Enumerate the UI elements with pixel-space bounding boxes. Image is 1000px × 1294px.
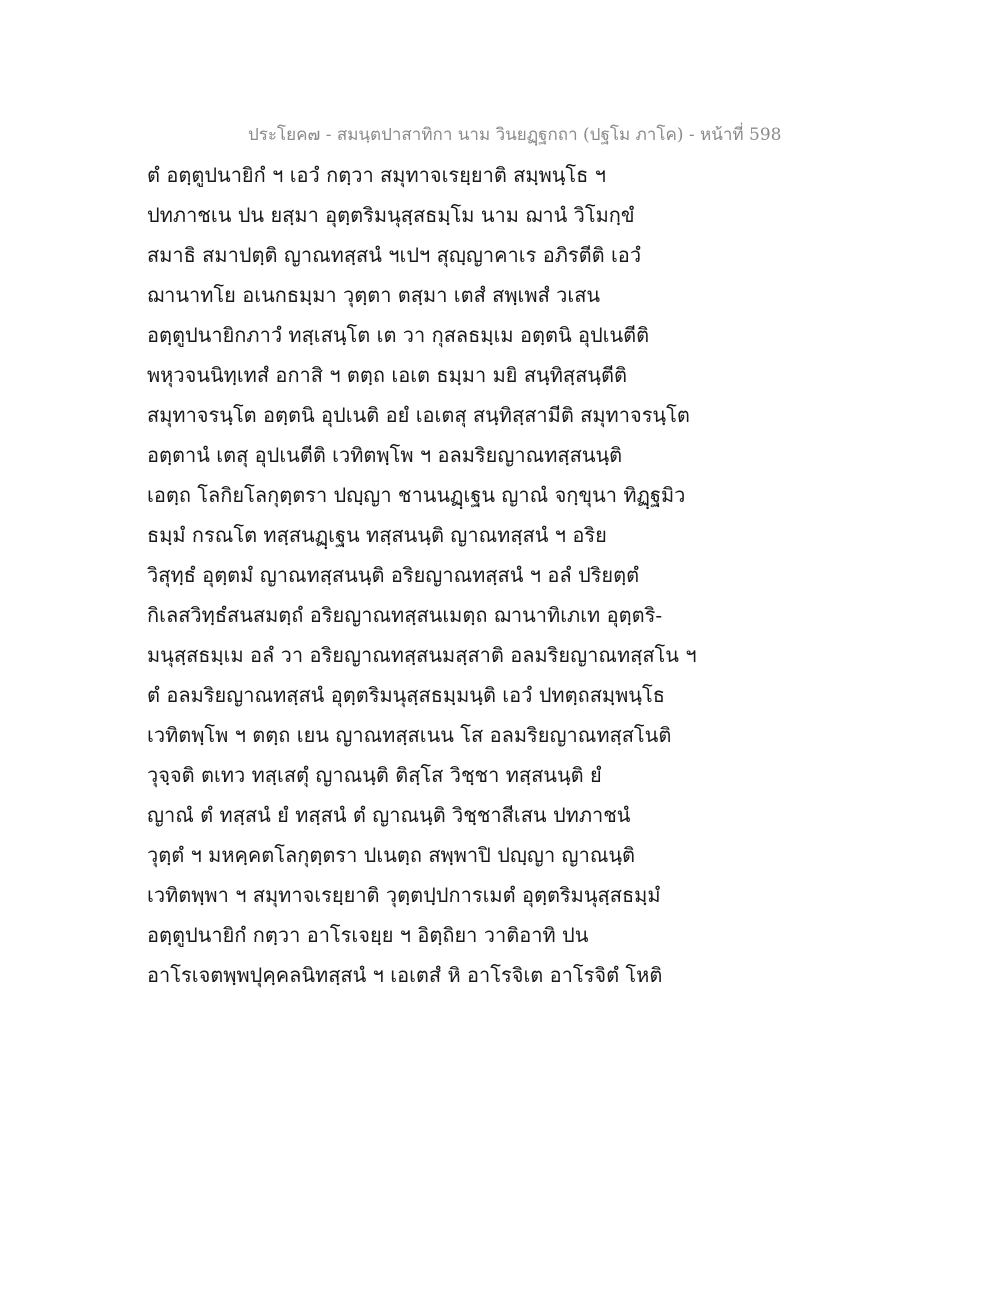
text-line: เอตฺถ โลกิยโลกุตฺตรา ปญฺญา ชานนฏฺเฐน ญาณํ จกฺขุนา ทิฏฺฐมิว	[147, 483, 686, 507]
text-line: อาโรเจตพฺพปุคฺคลนิทสฺสนํ ฯ เอเตสํ หิ อาโรจิเต อาโรจิตํ โหติ	[147, 963, 663, 987]
text-line: อตฺตูปนายิกํ กตฺวา อาโรเจยฺย ฯ อิตฺถิยา วาติอาทิ ปน	[147, 923, 589, 947]
text-line: ฌานาทโย อเนกธมฺมา วุตฺตา ตสฺมา เตสํ สพฺเพสํ วเสน	[147, 283, 601, 307]
text-line: กิเลสวิทฺธํสนสมตฺถํ อริยญาณทสฺสนเมตฺถ ฌานาทิเภเท อุตฺตริ-	[147, 603, 663, 627]
running-header: ประโยค๗ - สมนฺตปาสาทิกา นาม วินยฏฺฐกถา (ปฐโม ภาโค) - หน้าที่ 598	[248, 125, 782, 145]
text-line: ปทภาชเน ปน ยสฺมา อุตฺตริมนุสฺสธมฺโม นาม ฌานํ วิโมกฺขํ	[147, 203, 635, 227]
text-line: มนุสฺสธมฺเม อลํ วา อริยญาณทสฺสนมสฺสาติ อลมริยญาณทสฺสโน ฯ	[147, 643, 697, 667]
text-line: เวทิตพฺพา ฯ สมุทาจเรยฺยาติ วุตฺตปฺปการเมตํ อุตฺตริมนุสฺสธมฺมํ	[147, 883, 661, 907]
text-line: อตฺตูปนายิกภาวํ ทสฺเสนฺโต เต วา กุสลธมฺเม อตฺตนิ อุปเนตีติ	[147, 323, 650, 347]
text-line: ตํ อลมริยญาณทสฺสนํ อุตฺตริมนุสฺสธมฺมนฺติ เอวํ ปทตฺถสมฺพนฺโธ	[147, 683, 665, 707]
text-line: วุจฺจติ ตเทว ทสฺเสตุํ ญาณนฺติ ติสฺโส วิชฺชา ทสฺสนนฺติ ยํ	[147, 763, 602, 787]
text-line: สมาธิ สมาปตฺติ ญาณทสฺสนํ ฯเปฯ สุญฺญาคาเร อภิรตีติ เอวํ	[147, 243, 642, 267]
text-line: อตฺตานํ เตสุ อุปเนตีติ เวทิตพฺโพ ฯ อลมริยญาณทสฺสนนฺติ	[147, 443, 623, 467]
text-line: ญาณํ ตํ ทสฺสนํ ยํ ทสฺสนํ ตํ ญาณนฺติ วิชฺชาสีเสน ปทภาชนํ	[147, 803, 631, 827]
text-line: วุตฺตํ ฯ มหคฺคตโลกุตฺตรา ปเนตฺถ สพฺพาปิ ปญฺญา ญาณนฺติ	[147, 843, 636, 867]
text-line: สมุทาจรนฺโต อตฺตนิ อุปเนติ อยํ เอเตสุ สนฺทิสฺสามีติ สมุทาจรนฺโต	[147, 403, 690, 427]
text-line: ธมฺมํ กรณโต ทสฺสนฏฺเฐน ทสฺสนนฺติ ญาณทสฺสนํ ฯ อริย	[147, 523, 607, 547]
text-line: วิสุทฺธํ อุตฺตมํ ญาณทสฺสนนฺติ อริยญาณทสฺสนํ ฯ อลํ ปริยตฺตํ	[147, 563, 640, 587]
text-line: พหุวจนนิทฺเทสํ อกาสิ ฯ ตตฺถ เอเต ธมฺมา มยิ สนฺทิสฺสนฺตีติ	[147, 363, 627, 387]
body-text	[147, 155, 707, 995]
text-line: เวทิตพฺโพ ฯ ตตฺถ เยน ญาณทสฺสเนน โส อลมริยญาณทสฺสโนติ	[147, 723, 672, 747]
text-line: ตํ อตฺตูปนายิกํ ฯ เอวํ กตฺวา สมุทาจเรยฺยาติ สมฺพนฺโธ ฯ	[147, 163, 606, 187]
